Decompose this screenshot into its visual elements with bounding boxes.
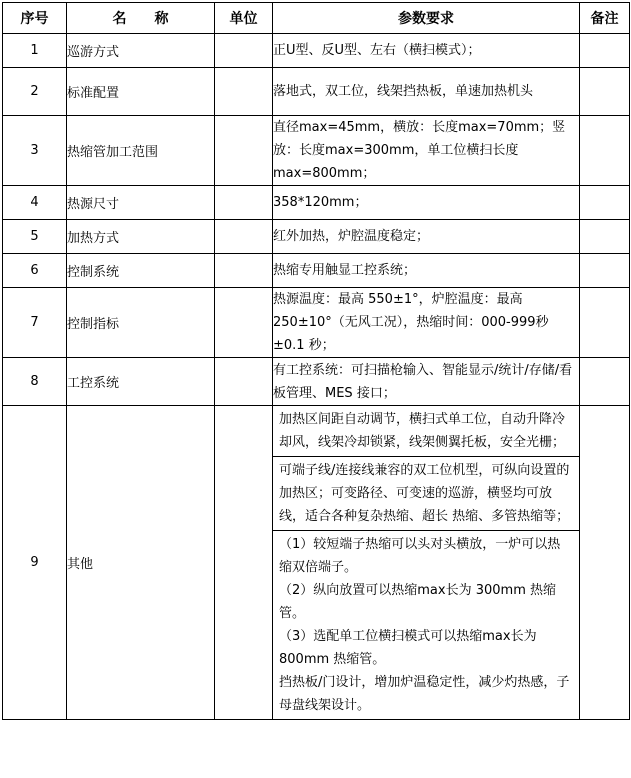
header-req: 参数要求 [273,3,580,34]
table-row [3,288,630,358]
row-unit [215,254,273,288]
row-unit [215,220,273,254]
row-note [580,288,630,358]
table-row [3,116,630,186]
table-row [3,34,630,68]
row-unit [215,68,273,116]
row-unit [215,116,273,186]
row-note [580,406,630,720]
row-unit [215,358,273,406]
row-no: 1 [3,34,67,68]
row-name: 工控系统 [67,358,215,406]
row-no: 5 [3,220,67,254]
header-name: 名 称 [67,3,215,34]
header-no: 序号 [3,3,67,34]
row-note [580,220,630,254]
table-row [3,220,630,254]
row-req: 直径max=45mm，横放：长度max=70mm；竖放：长度max=300mm，单工位横扫长度max=800mm； [273,116,580,186]
row-req: 358*120mm； [273,186,580,220]
row-req: 红外加热，炉腔温度稳定； [273,220,580,254]
row-unit [215,406,273,720]
row-no: 3 [3,116,67,186]
row-req [273,406,580,720]
row-no: 9 [3,406,67,720]
row-note [580,116,630,186]
spec-table [2,2,630,720]
row-name: 巡游方式 [67,34,215,68]
row-name: 控制指标 [67,288,215,358]
row-no: 6 [3,254,67,288]
row-req: 落地式，双工位，线架挡热板，单速加热机头 [273,68,580,116]
row-req: 正U型、反U型、左右（横扫模式）； [273,34,580,68]
row-req: 热缩专用触显工控系统； [273,254,580,288]
table-row [3,254,630,288]
row-name: 控制系统 [67,254,215,288]
header-row [3,3,630,34]
row-no: 7 [3,288,67,358]
row-note [580,254,630,288]
row-name: 热源尺寸 [67,186,215,220]
row-note [580,358,630,406]
row-no: 8 [3,358,67,406]
row-note [580,186,630,220]
req-block: （1）较短端子热缩可以头对头横放，一炉可以热缩双倍端子。 （2）纵向放置可以热缩max长为 300mm 热缩管。 （3）选配单工位横扫模式可以热缩max长为800mm 热缩管。 挡热板/门设计，增加炉温稳定性，减少灼热感，子母盘线架设计。 [279,537,570,713]
table-row [3,186,630,220]
row-no: 4 [3,186,67,220]
table-row [3,68,630,116]
header-unit: 单位 [215,3,273,34]
row-req: 有工控系统：可扫描枪输入、智能显示/统计/存储/看板管理、MES 接口； [273,358,580,406]
row-unit [215,288,273,358]
row-unit [215,186,273,220]
row-name: 加热方式 [67,220,215,254]
header-note: 备注 [580,3,630,34]
req-block: 可端子线/连接线兼容的双工位机型，可纵向设置的加热区；可变路径、可变速的巡游，横竖均可放线，适合各种复杂热缩、超长 热缩、多管热缩等； [273,457,579,531]
req-block: 加热区间距自动调节，横扫式单工位，自动升降冷却风，线架冷却锁紧，线架侧翼托板，安全光栅； [273,406,579,457]
row-unit [215,34,273,68]
row-no: 2 [3,68,67,116]
row-name: 其他 [67,406,215,720]
table-row [3,406,630,720]
table-row [3,358,630,406]
row-note [580,34,630,68]
row-name: 标准配置 [67,68,215,116]
row-note [580,68,630,116]
row-req: 热源温度：最高 550±1°，炉腔温度：最高250±10°（无风工况），热缩时间：000-999秒±0.1 秒； [273,288,580,358]
row-name: 热缩管加工范围 [67,116,215,186]
